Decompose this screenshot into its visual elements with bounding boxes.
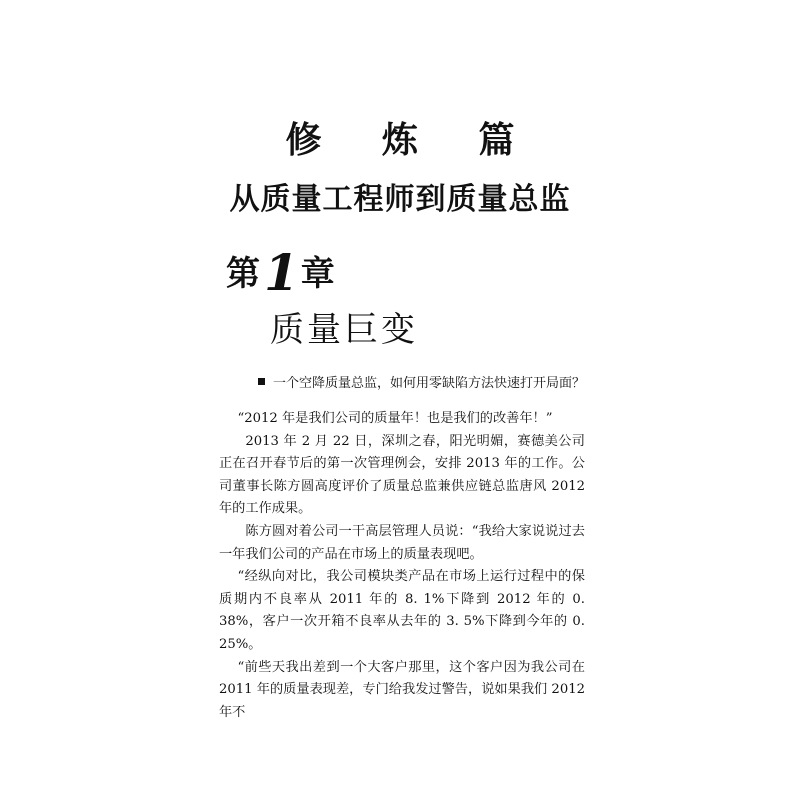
part-title: 修 炼 篇 bbox=[285, 120, 539, 161]
square-bullet-icon bbox=[258, 378, 265, 385]
paragraph: “经纵向对比，我公司模块类产品在市场上运行过程中的保质期内不良率从 2011 年的 8. 1%下降到 2012 年的 0. 38%，客户一次开箱不良率从去年的 3. 5%下降到今年的 0. 25%。 bbox=[219, 569, 585, 652]
chapter-title: 质量巨变 bbox=[270, 310, 418, 350]
chapter-label bbox=[226, 243, 335, 302]
lead-question-text: 一个空降质量总监，如何用零缺陷方法快速打开局面？ bbox=[273, 376, 586, 391]
body-text bbox=[219, 408, 585, 724]
paragraph: 陈方圆对着公司一干高层管理人员说：“我给大家说说过去一年我们公司的产品在市场上的质量表现吧。 bbox=[219, 523, 585, 562]
lead-question bbox=[258, 372, 585, 391]
part-subtitle: 从质量工程师到质量总监 bbox=[229, 182, 571, 217]
paragraph: “前些天我出差到一个大客户那里，这个客户因为我公司在 2011 年的质量表现差，专门给我发过警告，说如果我们 2012 年不 bbox=[219, 659, 585, 720]
chapter-suffix: 章 bbox=[300, 254, 335, 294]
paragraph: 2013 年 2 月 22 日，深圳之春，阳光明媚，赛德美公司正在召开春节后的第一次管理例会，安排 2013 年的工作。公司董事长陈方圆高度评价了质量总监兼供应链总监唐风 2012 年的工作成果。 bbox=[219, 433, 585, 517]
chapter-prefix: 第 bbox=[226, 254, 260, 294]
chapter-number: 1 bbox=[264, 243, 299, 302]
paragraph: “2012 年是我们公司的质量年！也是我们的改善年！” bbox=[237, 411, 553, 426]
